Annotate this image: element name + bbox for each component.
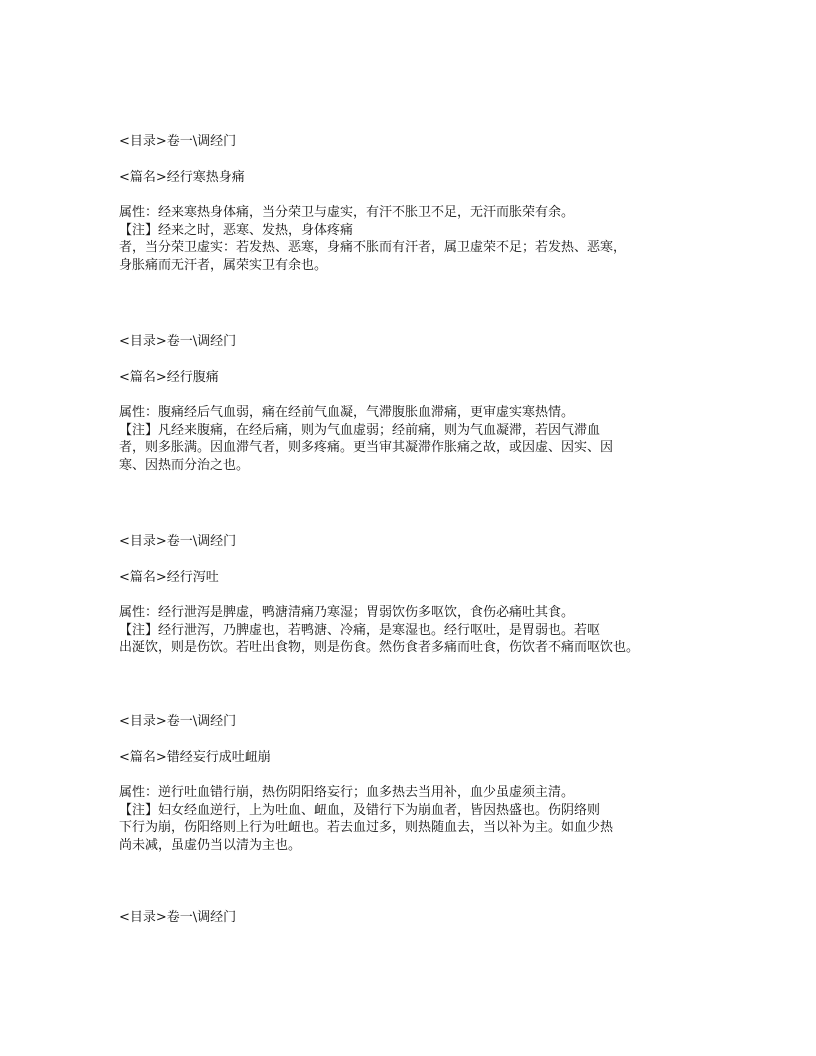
toc-heading: <目录>卷一\调经门 — [119, 134, 237, 149]
body-line: 【注】妇女经血逆行，上为吐血、衄血，及错行下为崩血者，皆因热盛也。伤阴络则 — [119, 802, 601, 818]
chapter-title: <篇名>经行腹痛 — [119, 370, 219, 385]
body-line: 下行为崩，伤阳络则上行为吐衄也。若去血过多，则热随血去，当以补为主。如血少热 — [119, 820, 614, 835]
section-body — [119, 404, 613, 474]
body-line: 尚未减，虽虚仍当以清为主也。 — [119, 837, 302, 853]
chapter-title: <篇名>错经妄行成吐衄崩 — [119, 750, 271, 765]
body-line: 者，则多胀满。因血滞气者，则多疼痛。更当审其凝滞作胀痛之故，或因虚、因实、因 — [119, 440, 614, 455]
body-line: 属性：经行泄泻是脾虚，鸭溏清痛乃寒湿；胃弱饮伤多呕饮，食伤必痛吐其食。 — [119, 605, 575, 620]
chapter-title: <篇名>经行泻吐 — [119, 570, 219, 585]
body-line: 属性：逆行吐血错行崩，热伤阴阳络妄行；血多热去当用补，血少虽虚须主清。 — [119, 785, 575, 800]
body-line: 寒、因热而分治之也。 — [119, 457, 250, 473]
body-line: 者，当分荣卫虚实：若发热、恶寒，身痛不胀而有汗者，属卫虚荣不足；若发热、恶寒， — [119, 240, 627, 255]
chapter-title: <篇名>经行寒热身痛 — [119, 170, 245, 185]
body-line: 身胀痛而无汗者，属荣实卫有余也。 — [119, 257, 328, 273]
section-body — [119, 784, 613, 854]
toc-heading: <目录>卷一\调经门 — [119, 334, 237, 349]
section-body — [119, 204, 626, 274]
toc-heading: <目录>卷一\调经门 — [119, 534, 237, 549]
body-line: 属性：腹痛经后气血弱，痛在经前气血凝，气滞腹胀血滞痛，更审虚实寒热情。 — [119, 405, 575, 420]
body-line: 属性：经来寒热身体痛，当分荣卫与虚实，有汗不胀卫不足，无汗而胀荣有余。 — [119, 205, 575, 220]
section-body — [119, 604, 639, 657]
toc-heading: <目录>卷一\调经门 — [119, 910, 237, 925]
toc-heading: <目录>卷一\调经门 — [119, 714, 237, 729]
body-line: 出涎饮，则是伤饮。若吐出食物，则是伤食。然伤食者多痛而吐食，伤饮者不痛而呕饮也。 — [119, 640, 640, 655]
body-line: 【注】经行泄泻，乃脾虚也，若鸭溏、冷痛，是寒湿也。经行呕吐，是胃弱也。若呕 — [119, 622, 601, 638]
body-line: 【注】凡经来腹痛，在经后痛，则为气血虚弱；经前痛，则为气血凝滞，若因气滞血 — [119, 422, 601, 438]
body-line: 【注】经来之时，恶寒、发热，身体疼痛 — [119, 222, 354, 238]
